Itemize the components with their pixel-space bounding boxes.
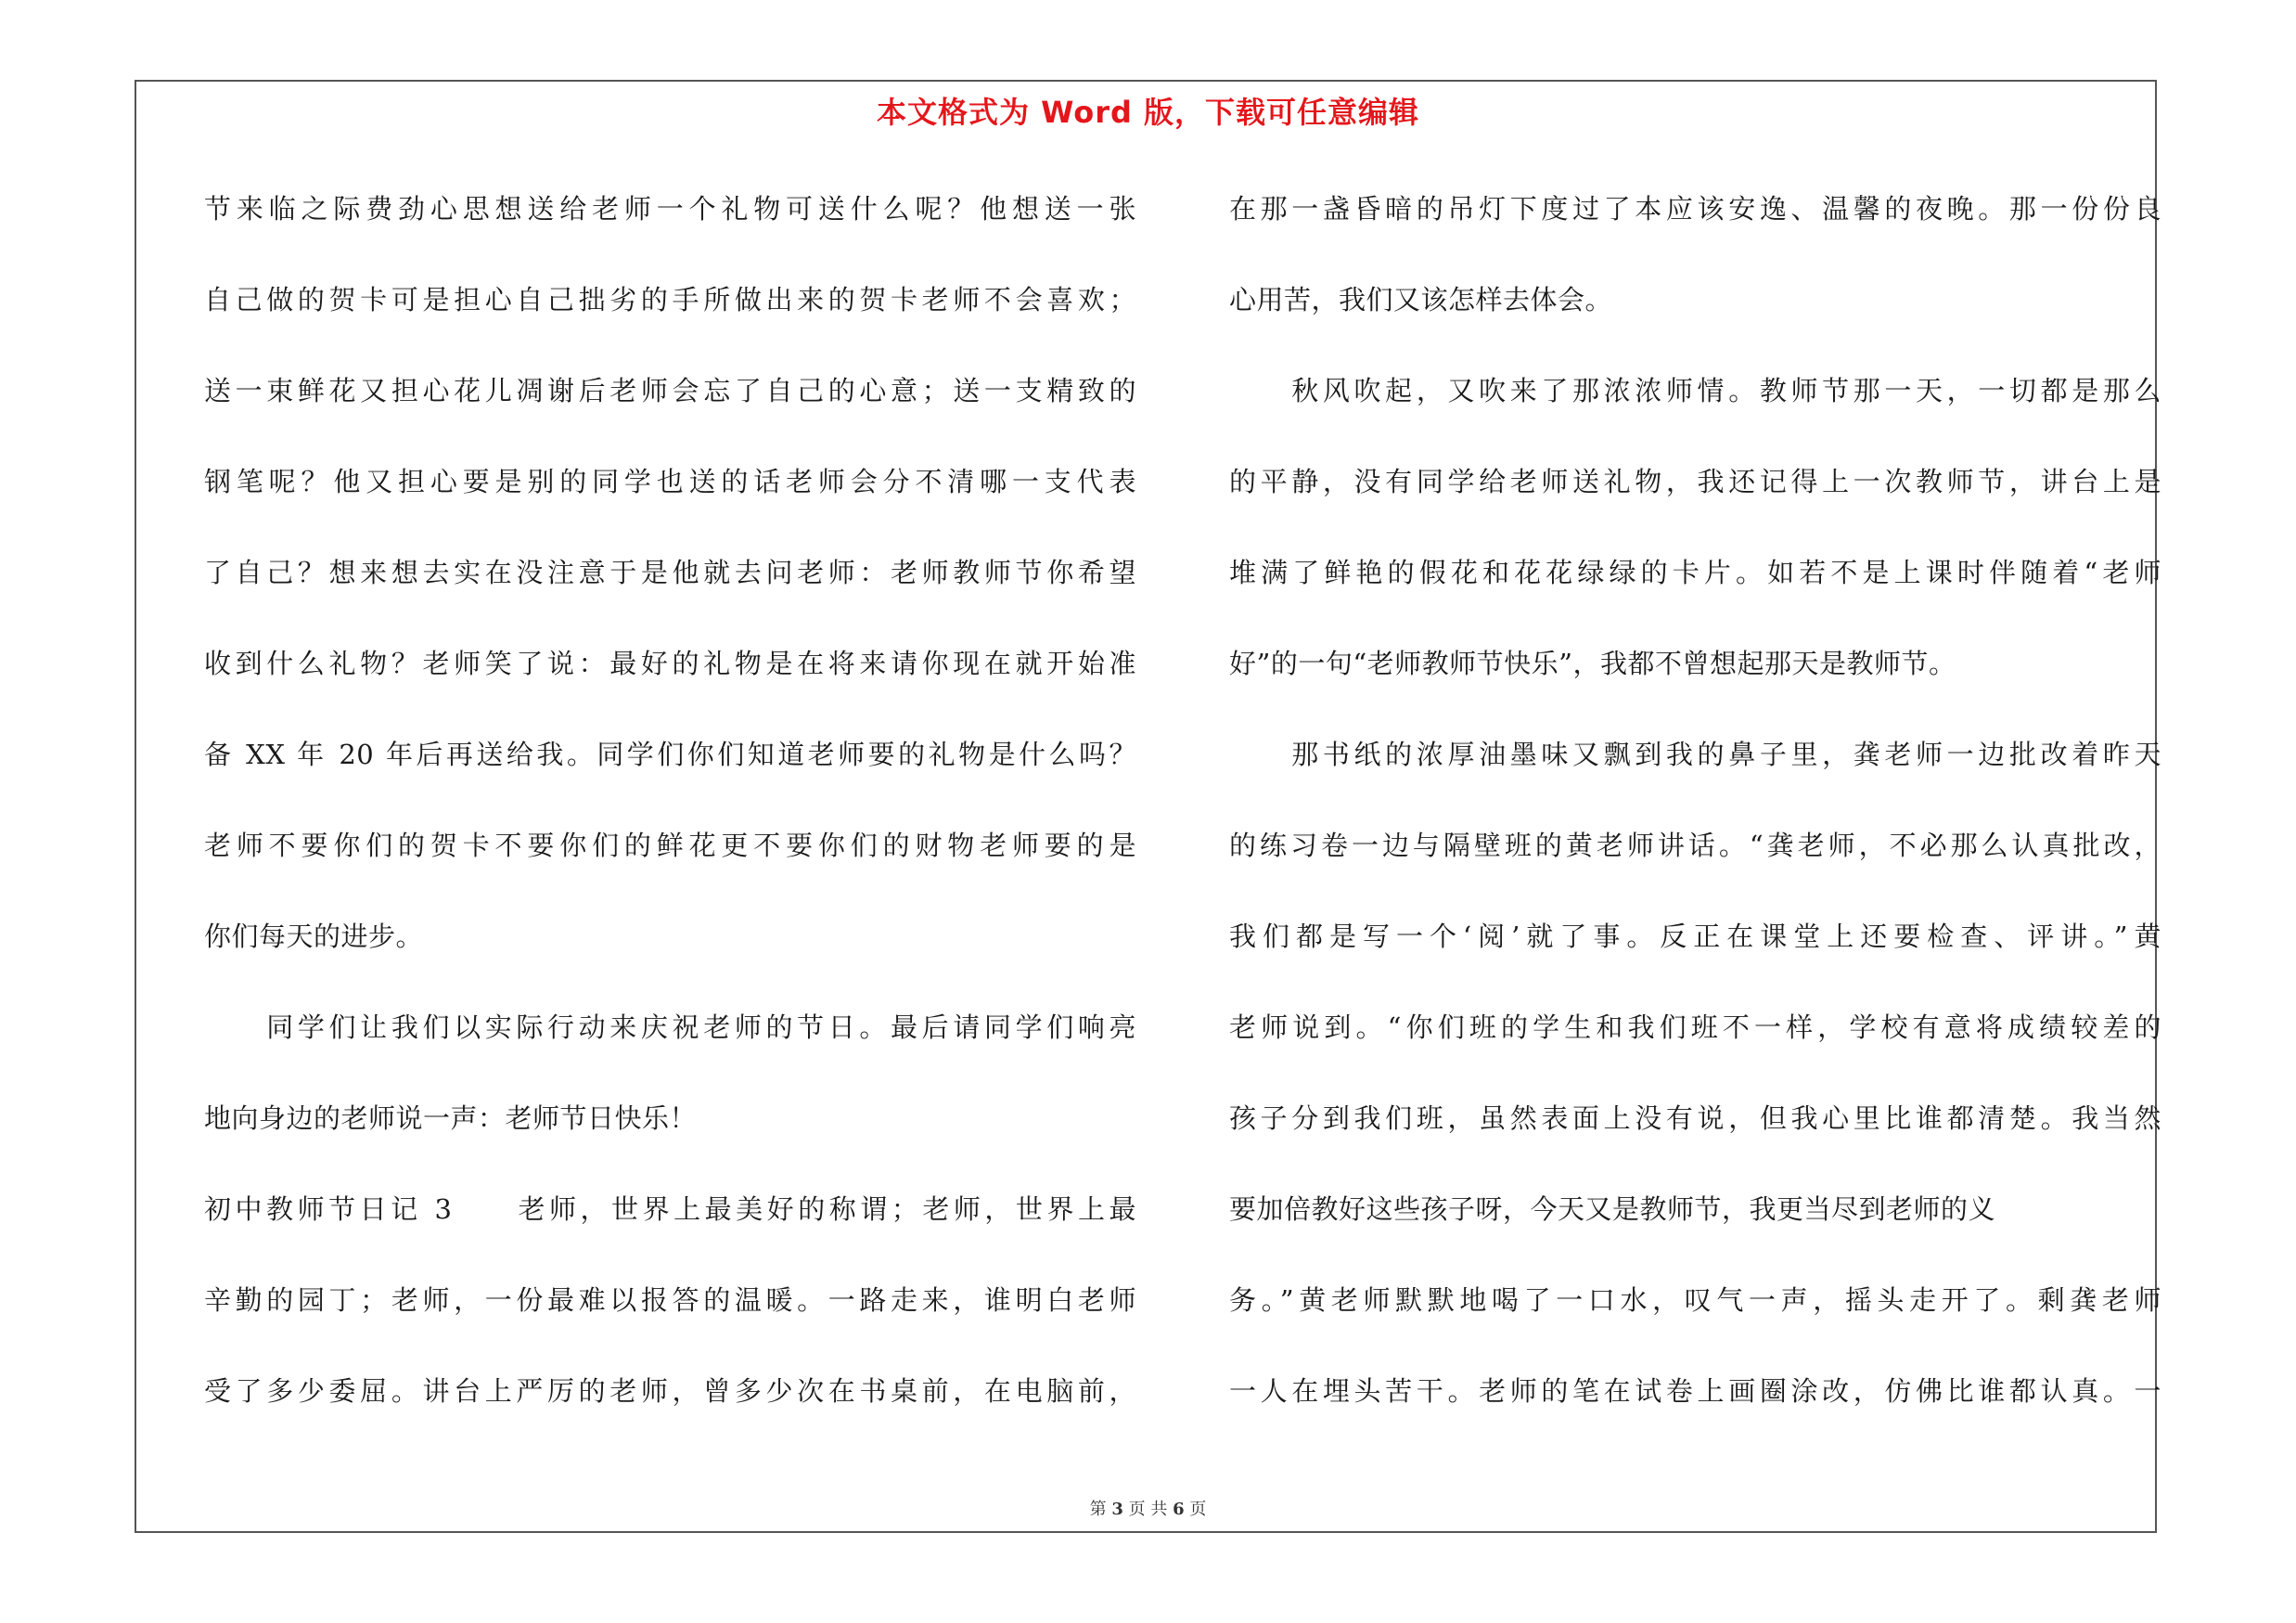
word-format-banner: 本文格式为 Word 版，下载可任意编辑 (876, 95, 1420, 130)
text-line: 要加倍教好这些孩子呀，今天又是教师节，我更当尽到老师的义 (1229, 1193, 1996, 1225)
text-line: 在那一盏昏暗的吊灯下度过了本应该安逸、温馨的夜晚。那一份份良 (1229, 193, 2161, 225)
text-line: 节来临之际费劲心思想送给老师一个礼物可送什么呢？他想送一张 (204, 193, 1136, 225)
text-line: 同学们让我们以实际行动来庆祝老师的节日。最后请同学们响亮 (204, 1011, 1136, 1043)
text-line: 那书纸的浓厚油墨味又飘到我的鼻子里，龚老师一边批改着昨天 (1229, 739, 2161, 770)
text-line: 的练习卷一边与隔壁班的黄老师讲话。“龚老师，不必那么认真批改， (1229, 830, 2161, 861)
page-number-footer (0, 1496, 2296, 1520)
text-line: 孩子分到我们班，虽然表面上没有说，但我心里比谁都清楚。我当然 (1229, 1102, 2161, 1134)
text-line: 辛勤的园丁；老师，一份最难以报答的温暖。一路走来，谁明白老师 (204, 1284, 1136, 1316)
text-line: 的平静，没有同学给老师送礼物，我还记得上一次教师节，讲台上是 (1229, 466, 2161, 497)
text-line: 一人在埋头苦干。老师的笔在试卷上画圈涂改，仿佛比谁都认真。一 (1229, 1375, 2161, 1407)
text-line: 初中教师节日记 3 老师，世界上最美好的称谓；老师，世界上最 (204, 1193, 1136, 1225)
text-line: 送一束鲜花又担心花儿凋谢后老师会忘了自己的心意；送一支精致的 (204, 375, 1136, 406)
text-line: 堆满了鲜艳的假花和花花绿绿的卡片。如若不是上课时伴随着“老师 (1229, 557, 2161, 588)
text-line: 备 XX 年 20 年后再送给我。同学们你们知道老师要的礼物是什么吗？ (204, 739, 1136, 770)
text-line: 地向身边的老师说一声：老师节日快乐！ (204, 1102, 698, 1134)
text-line: 秋风吹起，又吹来了那浓浓师情。教师节那一天，一切都是那么 (1229, 375, 2161, 406)
text-line: 老师说到。“你们班的学生和我们班不一样，学校有意将成绩较差的 (1229, 1011, 2161, 1043)
text-line: 受了多少委屈。讲台上严厉的老师，曾多少次在书桌前，在电脑前， (204, 1375, 1136, 1407)
text-line: 我们都是写一个‘阅’就了事。反正在课堂上还要检查、评讲。”黄 (1229, 921, 2161, 952)
text-line: 老师不要你们的贺卡不要你们的鲜花更不要你们的财物老师要的是 (204, 830, 1136, 861)
footer-suffix: 页 (1189, 1500, 1207, 1519)
right-text-column (1229, 181, 2161, 1454)
text-line: 了自己？想来想去实在没注意于是他就去问老师：老师教师节你希望 (204, 557, 1136, 588)
footer-prefix: 第 (1089, 1500, 1107, 1519)
text-line: 务。”黄老师默默地喝了一口水，叹气一声，摇头走开了。剩龚老师 (1229, 1284, 2161, 1316)
text-line: 心用苦，我们又该怎样去体会。 (1229, 284, 1613, 316)
footer-total-pages: 6 (1173, 1500, 1185, 1519)
left-text-column (204, 181, 1136, 1454)
text-line: 收到什么礼物？老师笑了说：最好的礼物是在将来请你现在就开始准 (204, 648, 1136, 679)
footer-middle: 页 共 (1128, 1500, 1168, 1519)
text-line: 自己做的贺卡可是担心自己拙劣的手所做出来的贺卡老师不会喜欢； (204, 284, 1136, 316)
text-line: 你们每天的进步。 (204, 921, 424, 952)
text-line: 钢笔呢？他又担心要是别的同学也送的话老师会分不清哪一支代表 (204, 466, 1136, 497)
text-line: 好”的一句“老师教师节快乐”，我都不曾想起那天是教师节。 (1229, 648, 1956, 679)
footer-current-page: 3 (1111, 1500, 1123, 1519)
